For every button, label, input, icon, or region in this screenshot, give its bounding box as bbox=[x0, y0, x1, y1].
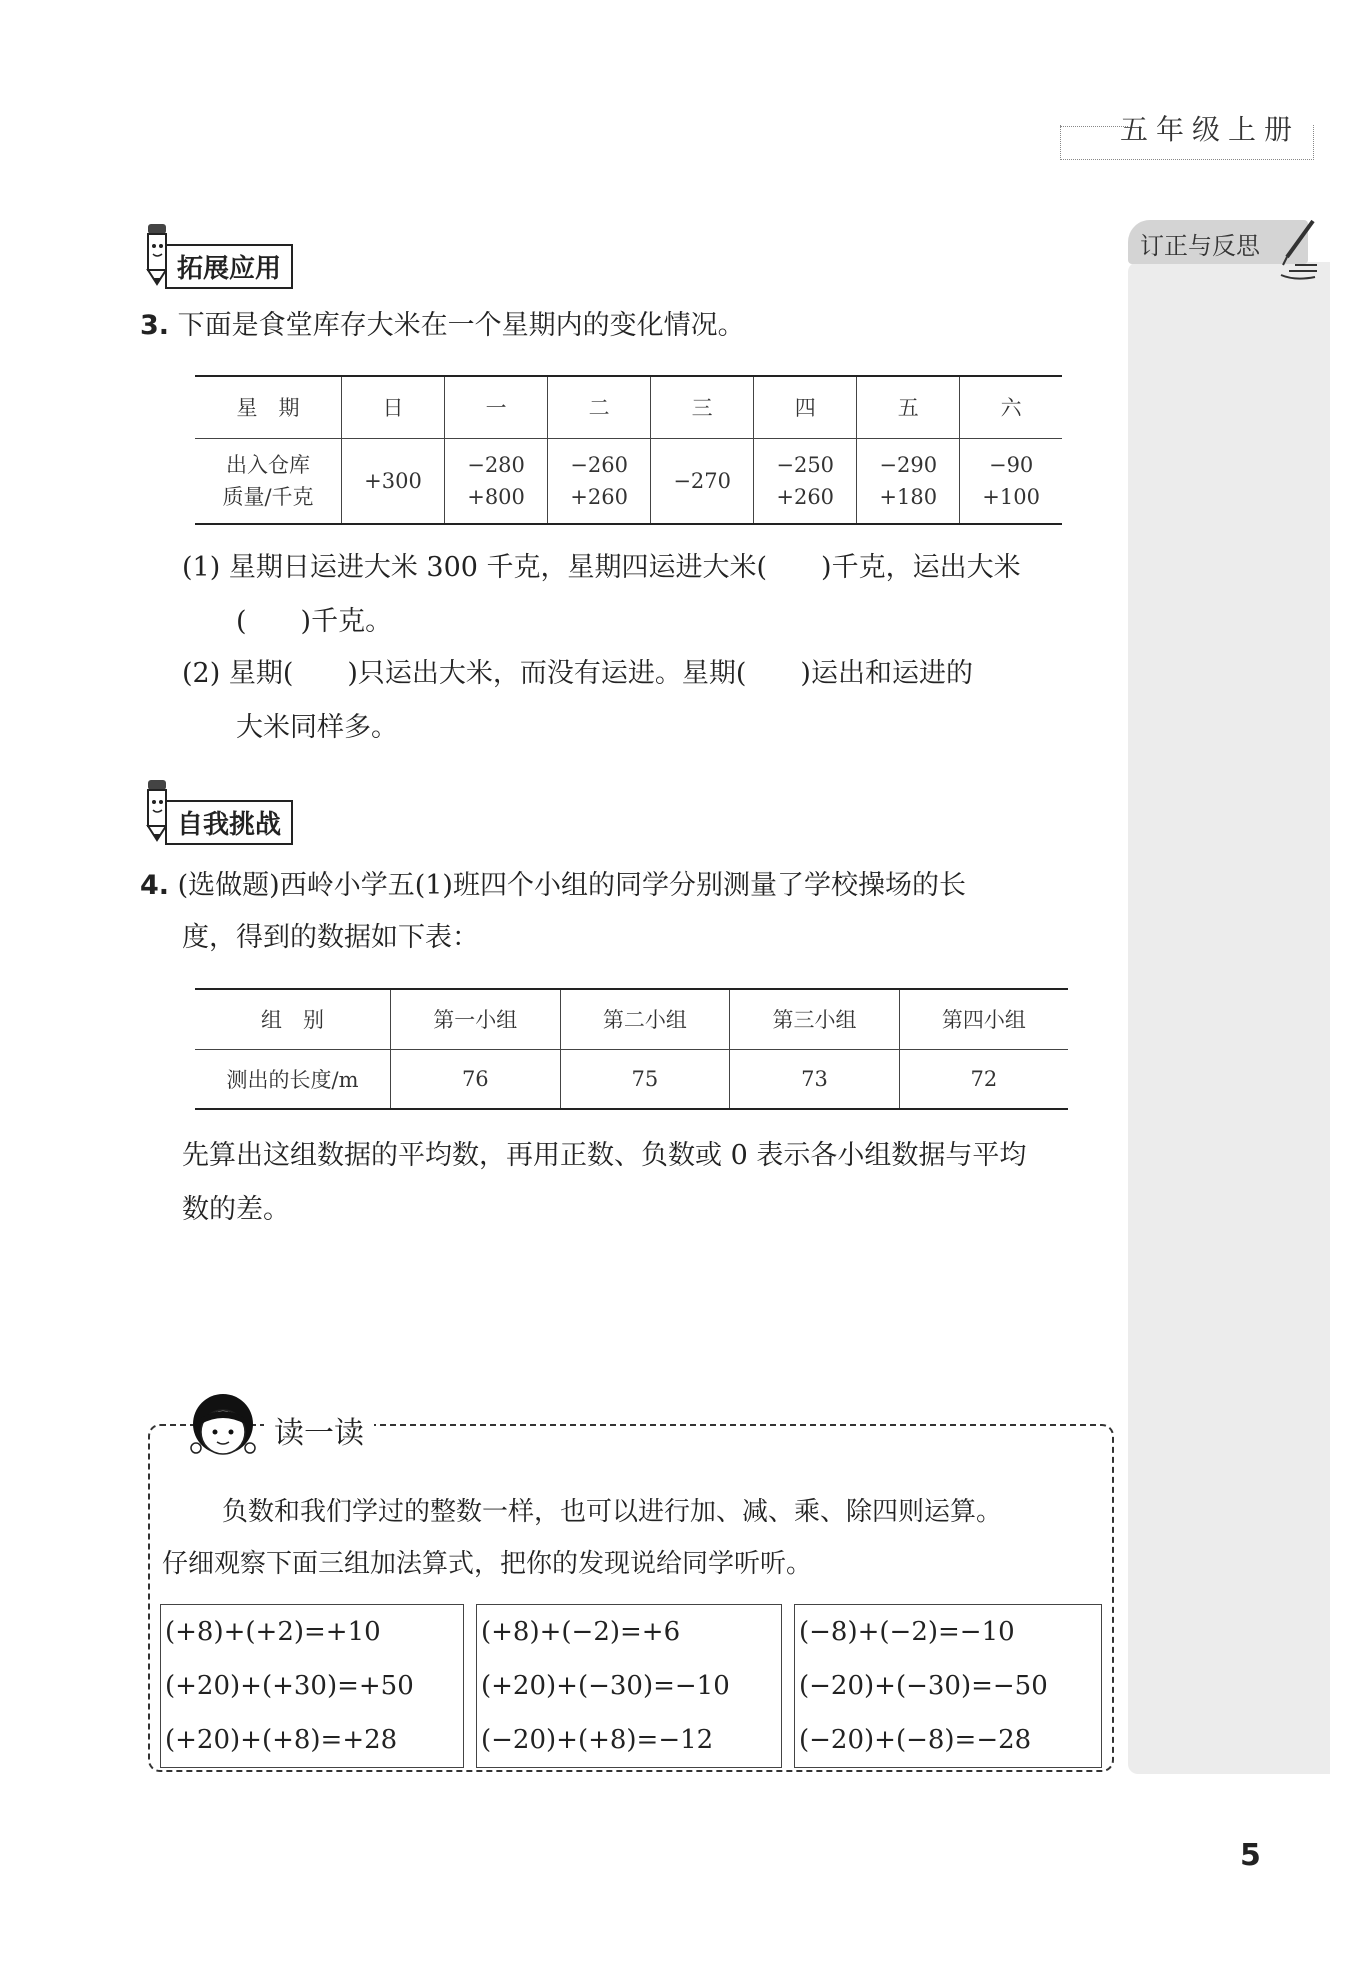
reading-paragraph-2: 仔细观察下面三组加法算式，把你的发现说给同学听听。 bbox=[162, 1549, 813, 1579]
table-header-weekday: 星 期 bbox=[195, 376, 342, 438]
equation: (−20)+(−30)=−50 bbox=[799, 1671, 1048, 1701]
section-title-challenge: 自我挑战 bbox=[165, 800, 293, 845]
row-label bbox=[195, 438, 342, 524]
day-header: 三 bbox=[651, 376, 754, 438]
group-header: 第二小组 bbox=[560, 989, 730, 1049]
reading-paragraph-1: 负数和我们学过的整数一样，也可以进行加、减、乘、除四则运算。 bbox=[222, 1497, 1003, 1527]
equation: (−8)+(−2)=−10 bbox=[799, 1617, 1015, 1647]
equation: (+20)+(−30)=−10 bbox=[481, 1671, 730, 1701]
equation: (−20)+(−8)=−28 bbox=[799, 1725, 1032, 1755]
grade-frame bbox=[1060, 125, 1314, 160]
group-header: 第三小组 bbox=[730, 989, 900, 1049]
table-cell: 75 bbox=[560, 1049, 730, 1109]
question-3-number: 3. bbox=[140, 310, 170, 341]
day-header: 一 bbox=[445, 376, 548, 438]
rice-inventory-table bbox=[195, 375, 1062, 525]
table-cell: −270 bbox=[651, 438, 754, 524]
day-header: 四 bbox=[754, 376, 857, 438]
table-cell bbox=[548, 438, 651, 524]
table-cell: 72 bbox=[899, 1049, 1068, 1109]
question-3-part-2-cont: 大米同样多。 bbox=[236, 712, 398, 743]
equation-group-2 bbox=[476, 1604, 782, 1768]
cell-value: −280 bbox=[467, 452, 525, 477]
table-cell: 73 bbox=[730, 1049, 900, 1109]
question-4-instruction-cont: 数的差。 bbox=[182, 1194, 290, 1225]
equation: (+8)+(−2)=+6 bbox=[481, 1617, 681, 1647]
cell-value: −260 bbox=[570, 452, 628, 477]
day-header: 五 bbox=[857, 376, 960, 438]
row-label-line: 出入仓库 bbox=[226, 452, 310, 477]
table-cell bbox=[445, 438, 548, 524]
table-header-group: 组 别 bbox=[195, 989, 391, 1049]
question-3-stem: 下面是食堂库存大米在一个星期内的变化情况。 bbox=[177, 310, 745, 341]
equation: (+20)+(+8)=+28 bbox=[165, 1725, 398, 1755]
question-3-part-1: (1) 星期日运进大米 300 千克，星期四运进大米( )千克，运出大米 bbox=[182, 552, 1021, 583]
cell-value: +260 bbox=[570, 484, 628, 509]
table-cell bbox=[960, 438, 1062, 524]
table-cell: +300 bbox=[342, 438, 445, 524]
page-number: 5 bbox=[1240, 1838, 1261, 1873]
question-4-line-1 bbox=[140, 860, 966, 912]
equation: (+8)+(+2)=+10 bbox=[165, 1617, 381, 1647]
correction-sidebar bbox=[1128, 262, 1330, 1774]
group-header: 第一小组 bbox=[391, 989, 561, 1049]
question-3-part-2: (2) 星期( )只运出大米，而没有运进。星期( )运出和运进的 bbox=[182, 658, 973, 689]
cell-value: +260 bbox=[776, 484, 835, 509]
question-4-instruction: 先算出这组数据的平均数，再用正数、负数或 0 表示各小组数据与平均 bbox=[182, 1140, 1027, 1171]
reading-title: 读一读 bbox=[264, 1408, 374, 1452]
table-cell: 76 bbox=[391, 1049, 561, 1109]
equation: (+20)+(+30)=+50 bbox=[165, 1671, 414, 1701]
table-cell bbox=[857, 438, 960, 524]
question-3-part-1-cont: ( )千克。 bbox=[236, 606, 393, 637]
row-label: 测出的长度/m bbox=[226, 1067, 359, 1092]
field-length-table bbox=[195, 988, 1068, 1110]
cell-value: −250 bbox=[776, 452, 835, 477]
question-4-line-2: 度，得到的数据如下表： bbox=[182, 922, 479, 953]
grade-dots bbox=[1060, 126, 1128, 127]
cell-value: −290 bbox=[879, 452, 938, 477]
grade-title: 五年级上册 bbox=[1119, 113, 1300, 146]
equation-group-3 bbox=[794, 1604, 1102, 1768]
day-header: 二 bbox=[548, 376, 651, 438]
group-header: 第四小组 bbox=[899, 989, 1068, 1049]
cell-value: −90 bbox=[988, 452, 1034, 477]
question-4-number: 4. bbox=[140, 870, 170, 901]
section-title-extension: 拓展应用 bbox=[165, 244, 293, 289]
cell-value: +800 bbox=[467, 484, 525, 509]
question-3-text bbox=[140, 300, 745, 352]
day-header: 六 bbox=[960, 376, 1062, 438]
cell-value: +100 bbox=[982, 484, 1040, 509]
day-header: 日 bbox=[342, 376, 445, 438]
row-label-line: 质量/千克 bbox=[222, 484, 314, 509]
table-cell bbox=[754, 438, 857, 524]
pen-icon bbox=[1275, 215, 1319, 281]
question-4-stem: (选做题)西岭小学五(1)班四个小组的同学分别测量了学校操场的长 bbox=[177, 870, 966, 901]
sidebar-label: 订正与反思 bbox=[1140, 232, 1260, 260]
girl-mascot-icon bbox=[186, 1388, 260, 1468]
cell-value: +180 bbox=[879, 484, 938, 509]
equation: (−20)+(+8)=−12 bbox=[481, 1725, 714, 1755]
equation-group-1 bbox=[160, 1604, 464, 1768]
